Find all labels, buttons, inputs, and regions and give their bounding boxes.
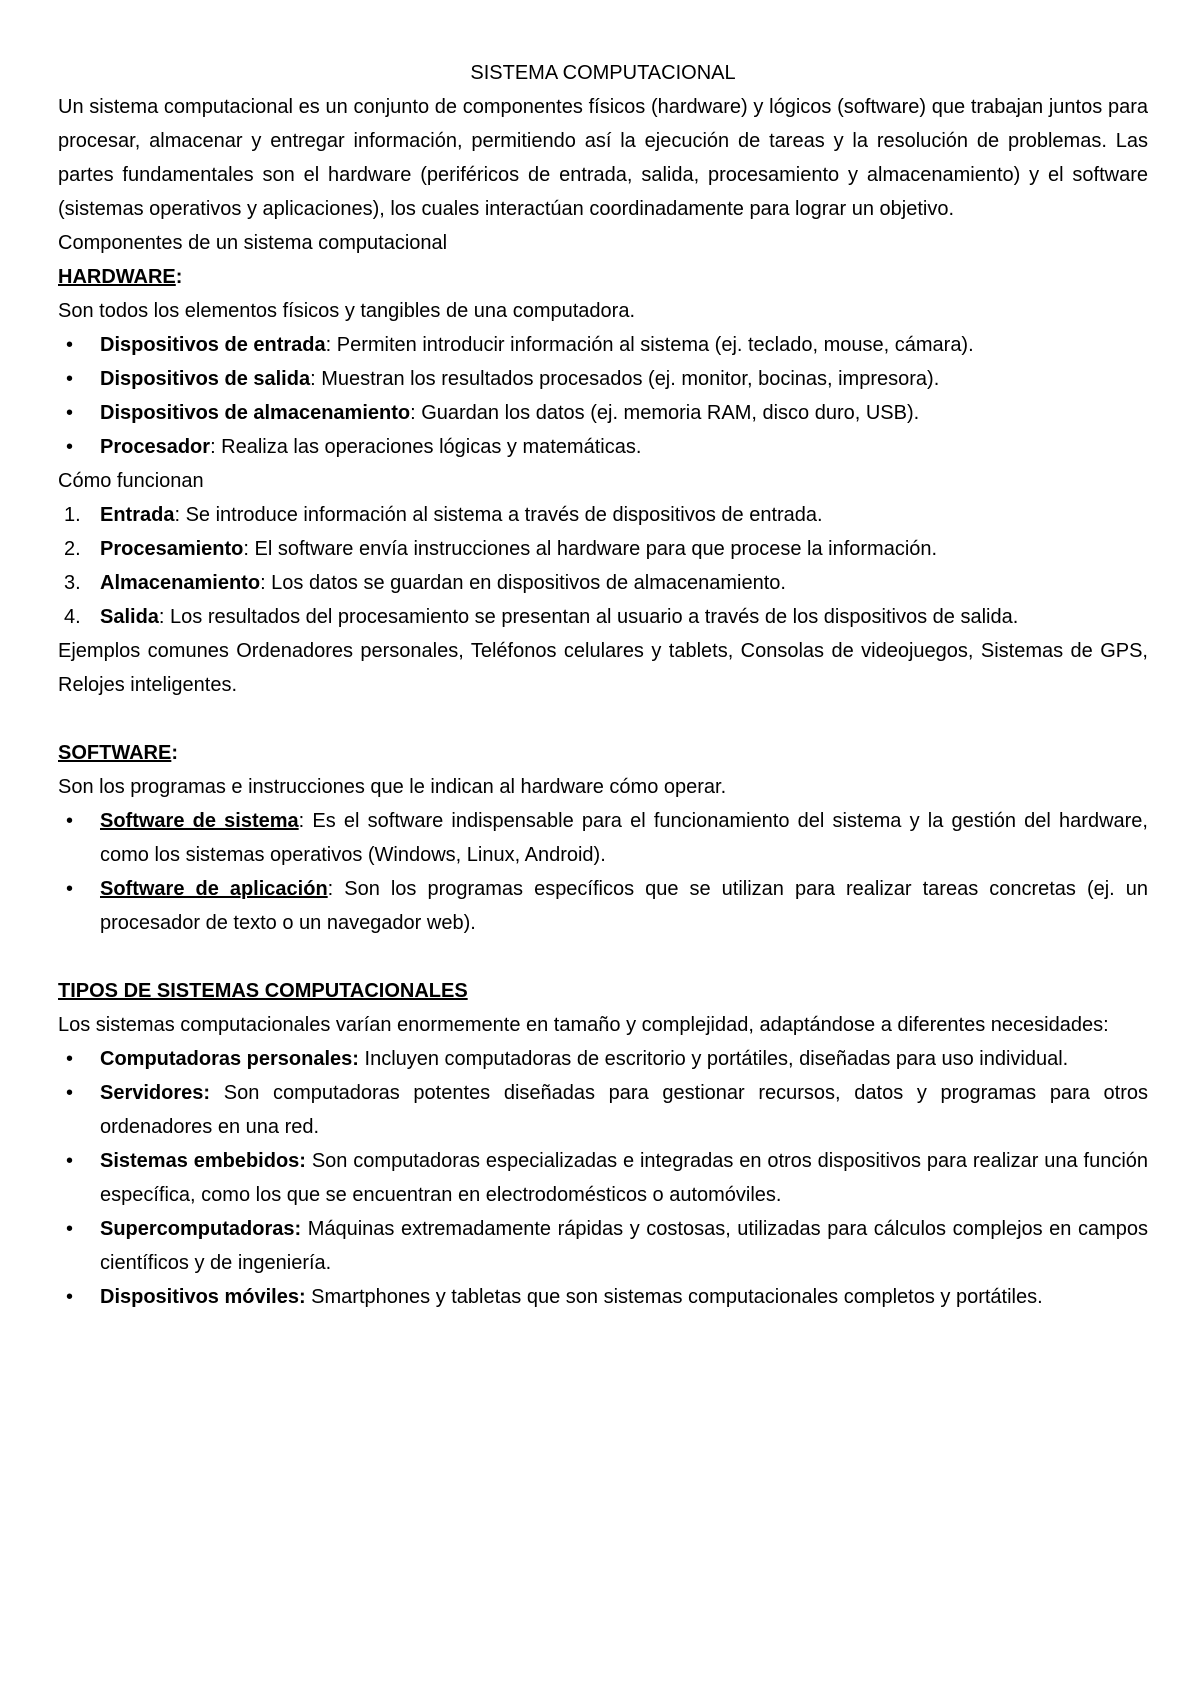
list-item <box>58 1212 1148 1280</box>
examples-paragraph: Ejemplos comunes Ordenadores personales, Teléfonos celulares y tablets, Consolas de videojuegos, Sistemas de GPS, Relojes inteligentes. <box>58 640 1148 696</box>
types-list <box>58 1042 1148 1314</box>
how-heading: Cómo funcionan <box>58 470 204 492</box>
list-item <box>58 396 1148 430</box>
list-item-term: Software de aplicación <box>100 878 328 900</box>
list-item-term: Sistemas embebidos: <box>100 1150 306 1172</box>
software-heading-colon: : <box>171 742 179 764</box>
list-item-term: Dispositivos de almacenamiento <box>100 402 411 424</box>
hardware-list <box>58 328 1148 464</box>
list-item-text: : El software envía instrucciones al hardware para que procese la información. <box>243 538 938 560</box>
list-item-text: : Son los programas específicos que se utilizan para realizar tareas concretas (ej. un procesador de texto o un navegador web). <box>100 878 1148 934</box>
types-heading: TIPOS DE SISTEMAS COMPUTACIONALES <box>58 980 468 1002</box>
list-item-text: : Realiza las operaciones lógicas y matemáticas. <box>210 436 642 458</box>
types-description: Los sistemas computacionales varían enormemente en tamaño y complejidad, adaptándose a diferentes necesidades: <box>58 1014 1109 1036</box>
intro-paragraph: Un sistema computacional es un conjunto de componentes físicos (hardware) y lógicos (software) que trabajan juntos para procesar, almacenar y entregar información, permitiendo así la ejecución de tareas y la resolución de problemas. Las partes fundamentales son el hardware (periféricos de entrada, salida, procesamiento y almacenamiento) y el software (sistemas operativos y aplicaciones), los cuales interactúan coordinadamente para lograr un objetivo. <box>58 96 1148 220</box>
number-marker: 3. <box>64 572 81 594</box>
list-item-term: Procesador <box>100 436 211 458</box>
list-item <box>58 362 1148 396</box>
document-page <box>58 56 1148 1314</box>
list-item-term: Salida <box>100 606 159 628</box>
list-item-text: : Guardan los datos (ej. memoria RAM, disco duro, USB). <box>410 402 920 424</box>
list-item <box>58 1042 1148 1076</box>
number-marker: 2. <box>64 538 81 560</box>
list-item-text: : Es el software indispensable para el funcionamiento del sistema y la gestión del hardware, como los sistemas operativos (Windows, Linux, Android). <box>100 810 1148 866</box>
list-item-term: Software de sistema <box>100 810 299 832</box>
bullet-marker: • <box>66 334 74 356</box>
bullet-marker: • <box>66 1082 74 1104</box>
list-item-text: Smartphones y tabletas que son sistemas computacionales completos y portátiles. <box>305 1286 1043 1308</box>
document-title: SISTEMA COMPUTACIONAL <box>470 62 736 84</box>
list-item-text: : Los datos se guardan en dispositivos de almacenamiento. <box>260 572 786 594</box>
list-item <box>58 498 1148 532</box>
bullet-marker: • <box>66 402 74 424</box>
bullet-marker: • <box>66 810 74 832</box>
list-item-term: Almacenamiento <box>100 572 261 594</box>
number-marker: 4. <box>64 606 81 628</box>
number-marker: 1. <box>64 504 81 526</box>
list-item-text: Son computadoras potentes diseñadas para gestionar recursos, datos y programas para otros ordenadores en una red. <box>100 1082 1148 1138</box>
list-item <box>58 804 1148 872</box>
list-item-term: Dispositivos de entrada <box>100 334 326 356</box>
bullet-marker: • <box>66 436 74 458</box>
list-item <box>58 1076 1148 1144</box>
list-item <box>58 1144 1148 1212</box>
list-item <box>58 600 1148 634</box>
list-item-text: : Muestran los resultados procesados (ej. monitor, bocinas, impresora). <box>310 368 940 390</box>
spacer <box>58 940 1148 974</box>
software-list <box>58 804 1148 940</box>
spacer <box>58 702 1148 736</box>
bullet-marker: • <box>66 1048 74 1070</box>
list-item-text: : Se introduce información al sistema a través de dispositivos de entrada. <box>174 504 823 526</box>
list-item-text: Incluyen computadoras de escritorio y portátiles, diseñadas para uso individual. <box>358 1048 1069 1070</box>
list-item-text: : Permiten introducir información al sistema (ej. teclado, mouse, cámara). <box>325 334 974 356</box>
list-item <box>58 1280 1148 1314</box>
software-heading-line <box>58 736 1148 770</box>
list-item-term: Servidores: <box>100 1082 211 1104</box>
list-item-term: Dispositivos de salida <box>100 368 311 390</box>
bullet-marker: • <box>66 1286 74 1308</box>
list-item-term: Entrada <box>100 504 175 526</box>
bullet-marker: • <box>66 1150 74 1172</box>
list-item-text: Máquinas extremadamente rápidas y costosas, utilizadas para cálculos complejos en campos científicos y de ingeniería. <box>100 1218 1148 1274</box>
list-item-term: Procesamiento <box>100 538 244 560</box>
list-item <box>58 430 1148 464</box>
list-item <box>58 328 1148 362</box>
software-heading: SOFTWARE <box>58 742 172 764</box>
hardware-heading-line <box>58 260 1148 294</box>
bullet-marker: • <box>66 368 74 390</box>
list-item <box>58 532 1148 566</box>
hardware-heading: HARDWARE <box>58 266 176 288</box>
list-item <box>58 872 1148 940</box>
components-heading: Componentes de un sistema computacional <box>58 232 448 254</box>
software-description: Son los programas e instrucciones que le indican al hardware cómo operar. <box>58 776 727 798</box>
list-item-text: Son computadoras especializadas e integradas en otros dispositivos para realizar una función específica, como los que se encuentran en electrodomésticos o automóviles. <box>100 1150 1149 1206</box>
list-item-term: Supercomputadoras: <box>100 1218 302 1240</box>
list-item-term: Computadoras personales: <box>100 1048 359 1070</box>
hardware-description: Son todos los elementos físicos y tangibles de una computadora. <box>58 300 636 322</box>
list-item-text: : Los resultados del procesamiento se presentan al usuario a través de los dispositivos de salida. <box>158 606 1019 628</box>
hardware-heading-colon: : <box>175 266 183 288</box>
bullet-marker: • <box>66 878 74 900</box>
list-item-term: Dispositivos móviles: <box>100 1286 306 1308</box>
bullet-marker: • <box>66 1218 74 1240</box>
steps-list <box>58 498 1148 634</box>
list-item <box>58 566 1148 600</box>
